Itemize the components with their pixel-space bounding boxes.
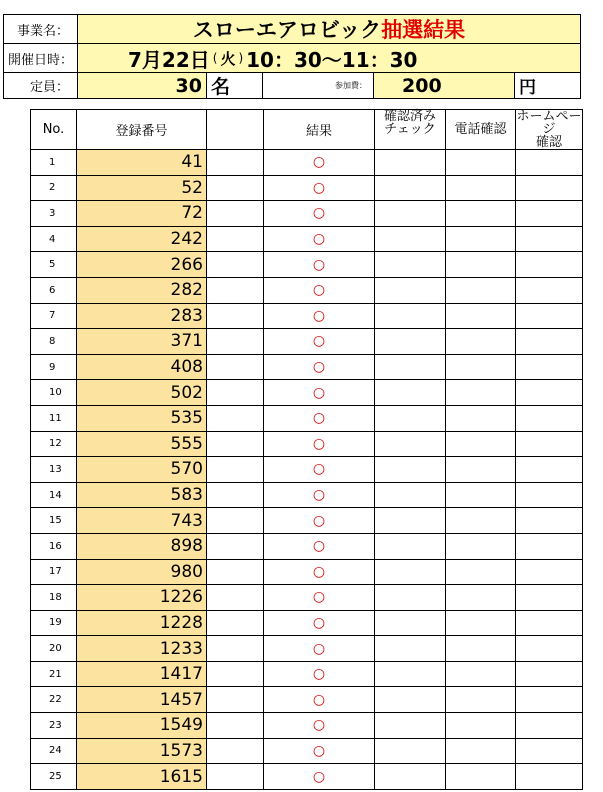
row-check [375,226,446,252]
fee-label: 参加費： [335,81,367,90]
row-no: 17 [31,559,77,585]
row-no: 2 [31,175,77,201]
col-hp-line2: 確認 [535,135,562,150]
row-check [375,764,446,790]
table-row [31,533,583,559]
row-check [375,201,446,227]
row-reg-number: 1615 [77,764,207,790]
row-reg-number: 980 [77,559,207,585]
row-no: 8 [31,329,77,355]
row-reg-number: 583 [77,482,207,508]
row-result: ○ [264,150,375,176]
row-reg-number: 743 [77,508,207,534]
table-row [31,687,583,713]
row-reg-number: 1233 [77,636,207,662]
row-blank [207,508,264,534]
row-result: ○ [264,380,375,406]
day-open-paren: ( [212,51,218,65]
row-hp [516,764,583,790]
row-result: ○ [264,457,375,483]
capacity-value-cell [77,72,207,99]
datetime-cell [77,43,581,73]
capacity-unit: 名 [211,76,231,98]
row-hp [516,713,583,739]
table-row [31,226,583,252]
row-phone [446,559,516,585]
row-no: 11 [31,405,77,431]
row-hp [516,738,583,764]
row-hp [516,150,583,176]
row-reg-number: 242 [77,226,207,252]
row-blank [207,150,264,176]
row-check [375,354,446,380]
row-no: 13 [31,457,77,483]
row-blank [207,380,264,406]
row-hp [516,610,583,636]
table-row [31,585,583,611]
event-day: 火 [220,49,236,68]
table-row [31,764,583,790]
row-result: ○ [264,585,375,611]
row-hp [516,303,583,329]
row-reg-number: 1226 [77,585,207,611]
row-blank [207,354,264,380]
row-no: 14 [31,482,77,508]
row-hp [516,636,583,662]
row-check [375,610,446,636]
row-result: ○ [264,687,375,713]
row-result: ○ [264,303,375,329]
row-phone [446,764,516,790]
row-blank [207,303,264,329]
event-time: 10：30～11：30 [246,47,418,72]
table-header-row [31,110,583,150]
row-result: ○ [264,201,375,227]
row-no: 3 [31,201,77,227]
row-check [375,175,446,201]
row-phone [446,636,516,662]
row-check [375,303,446,329]
row-result: ○ [264,354,375,380]
row-no: 10 [31,380,77,406]
row-no: 16 [31,533,77,559]
row-phone [446,226,516,252]
day-close-paren: ) [238,51,244,65]
row-reg-number: 1573 [77,738,207,764]
datetime-label-cell [3,43,78,73]
row-no: 19 [31,610,77,636]
table-row [31,252,583,278]
row-result: ○ [264,431,375,457]
row-reg-number: 371 [77,329,207,355]
row-hp [516,405,583,431]
row-hp [516,508,583,534]
row-hp [516,661,583,687]
row-hp [516,252,583,278]
row-hp [516,431,583,457]
row-phone [446,277,516,303]
row-result: ○ [264,610,375,636]
row-blank [207,610,264,636]
table-row [31,405,583,431]
row-result: ○ [264,713,375,739]
row-result: ○ [264,559,375,585]
row-hp [516,175,583,201]
event-date: 7月22日 [128,47,210,72]
row-no: 12 [31,431,77,457]
event-title: スローエアロビック [192,18,382,42]
row-reg-number: 408 [77,354,207,380]
table-row [31,175,583,201]
fee-value: 200 [402,74,442,97]
row-check [375,636,446,662]
table-row [31,329,583,355]
fee-unit-cell [514,72,581,99]
row-no: 6 [31,277,77,303]
table-row [31,508,583,534]
row-reg-number: 1228 [77,610,207,636]
row-result: ○ [264,636,375,662]
row-result: ○ [264,329,375,355]
row-blank [207,329,264,355]
table-row [31,738,583,764]
fee-unit: 円 [519,78,536,98]
table-row [31,150,583,176]
row-phone [446,738,516,764]
row-phone [446,405,516,431]
row-hp [516,585,583,611]
row-hp [516,533,583,559]
row-result: ○ [264,277,375,303]
row-blank [207,175,264,201]
table-row [31,380,583,406]
row-result: ○ [264,226,375,252]
row-reg-number: 52 [77,175,207,201]
table-row [31,713,583,739]
row-reg-number: 282 [77,277,207,303]
row-blank [207,713,264,739]
row-phone [446,201,516,227]
row-check [375,713,446,739]
row-reg-number: 535 [77,405,207,431]
row-result: ○ [264,661,375,687]
row-phone [446,303,516,329]
row-no: 15 [31,508,77,534]
row-reg-number: 898 [77,533,207,559]
row-phone [446,354,516,380]
row-hp [516,687,583,713]
col-reg-number: 登録番号 [77,110,207,150]
table-row [31,636,583,662]
table-row [31,431,583,457]
row-blank [207,482,264,508]
row-phone [446,687,516,713]
col-no: No. [31,110,77,150]
event-title-cell [77,14,581,44]
row-blank [207,764,264,790]
table-row [31,661,583,687]
row-hp [516,380,583,406]
row-reg-number: 555 [77,431,207,457]
fee-label-cell [262,72,374,99]
row-phone [446,252,516,278]
row-check [375,252,446,278]
row-check [375,380,446,406]
row-no: 5 [31,252,77,278]
datetime-label: 開催日時： [7,52,73,68]
row-hp [516,201,583,227]
row-check [375,559,446,585]
row-blank [207,585,264,611]
row-blank [207,559,264,585]
row-reg-number: 283 [77,303,207,329]
col-blank [207,110,264,150]
col-hp-line1: ホームページ [516,109,582,137]
row-no: 1 [31,150,77,176]
row-no: 22 [31,687,77,713]
row-phone [446,661,516,687]
col-hp [516,110,583,150]
table-row [31,610,583,636]
row-no: 4 [31,226,77,252]
row-reg-number: 502 [77,380,207,406]
row-no: 9 [31,354,77,380]
fee-value-cell [373,72,515,99]
row-blank [207,636,264,662]
row-phone [446,329,516,355]
row-no: 18 [31,585,77,611]
row-reg-number: 570 [77,457,207,483]
row-blank [207,738,264,764]
row-reg-number: 41 [77,150,207,176]
table-row [31,354,583,380]
table-row [31,277,583,303]
row-phone [446,585,516,611]
row-blank [207,431,264,457]
row-check [375,457,446,483]
capacity-label-cell [3,72,78,99]
table-row [31,482,583,508]
row-check [375,150,446,176]
row-check [375,687,446,713]
row-reg-number: 1417 [77,661,207,687]
row-blank [207,533,264,559]
row-blank [207,277,264,303]
row-result: ○ [264,508,375,534]
row-reg-number: 72 [77,201,207,227]
row-result: ○ [264,533,375,559]
row-reg-number: 1549 [77,713,207,739]
col-check-line1: 確認済み [383,109,436,124]
row-check [375,277,446,303]
row-check [375,431,446,457]
row-result: ○ [264,738,375,764]
col-check [375,110,446,150]
row-check [375,329,446,355]
row-blank [207,405,264,431]
row-hp [516,226,583,252]
table-row [31,559,583,585]
row-no: 24 [31,738,77,764]
capacity-value: 30 [175,74,202,97]
row-check [375,585,446,611]
row-check [375,661,446,687]
col-check-line2: チェック [384,122,436,137]
row-phone [446,508,516,534]
row-hp [516,482,583,508]
row-result: ○ [264,405,375,431]
row-no: 23 [31,713,77,739]
row-phone [446,150,516,176]
row-no: 20 [31,636,77,662]
row-phone [446,533,516,559]
table-row [31,303,583,329]
row-check [375,508,446,534]
row-blank [207,226,264,252]
row-hp [516,354,583,380]
row-check [375,738,446,764]
table-row [31,457,583,483]
event-label: 事業名： [16,23,69,39]
row-check [375,533,446,559]
row-phone [446,482,516,508]
row-hp [516,329,583,355]
row-no: 7 [31,303,77,329]
results-table [30,109,583,790]
col-phone: 電話確認 [446,110,516,150]
row-blank [207,661,264,687]
col-result: 結果 [264,110,375,150]
row-blank [207,687,264,713]
row-blank [207,201,264,227]
row-result: ○ [264,764,375,790]
row-result: ○ [264,175,375,201]
row-result: ○ [264,252,375,278]
row-no: 25 [31,764,77,790]
row-hp [516,457,583,483]
row-phone [446,610,516,636]
row-phone [446,380,516,406]
row-result: ○ [264,482,375,508]
row-reg-number: 1457 [77,687,207,713]
row-phone [446,431,516,457]
row-phone [446,175,516,201]
event-title-result: 抽選結果 [381,18,466,42]
row-blank [207,252,264,278]
row-no: 21 [31,661,77,687]
row-reg-number: 266 [77,252,207,278]
row-blank [207,457,264,483]
capacity-label: 定員： [29,80,69,95]
row-check [375,482,446,508]
row-phone [446,457,516,483]
row-hp [516,559,583,585]
row-hp [516,277,583,303]
row-check [375,405,446,431]
event-label-cell [3,14,78,44]
row-phone [446,713,516,739]
table-row [31,201,583,227]
capacity-unit-cell [206,72,263,99]
